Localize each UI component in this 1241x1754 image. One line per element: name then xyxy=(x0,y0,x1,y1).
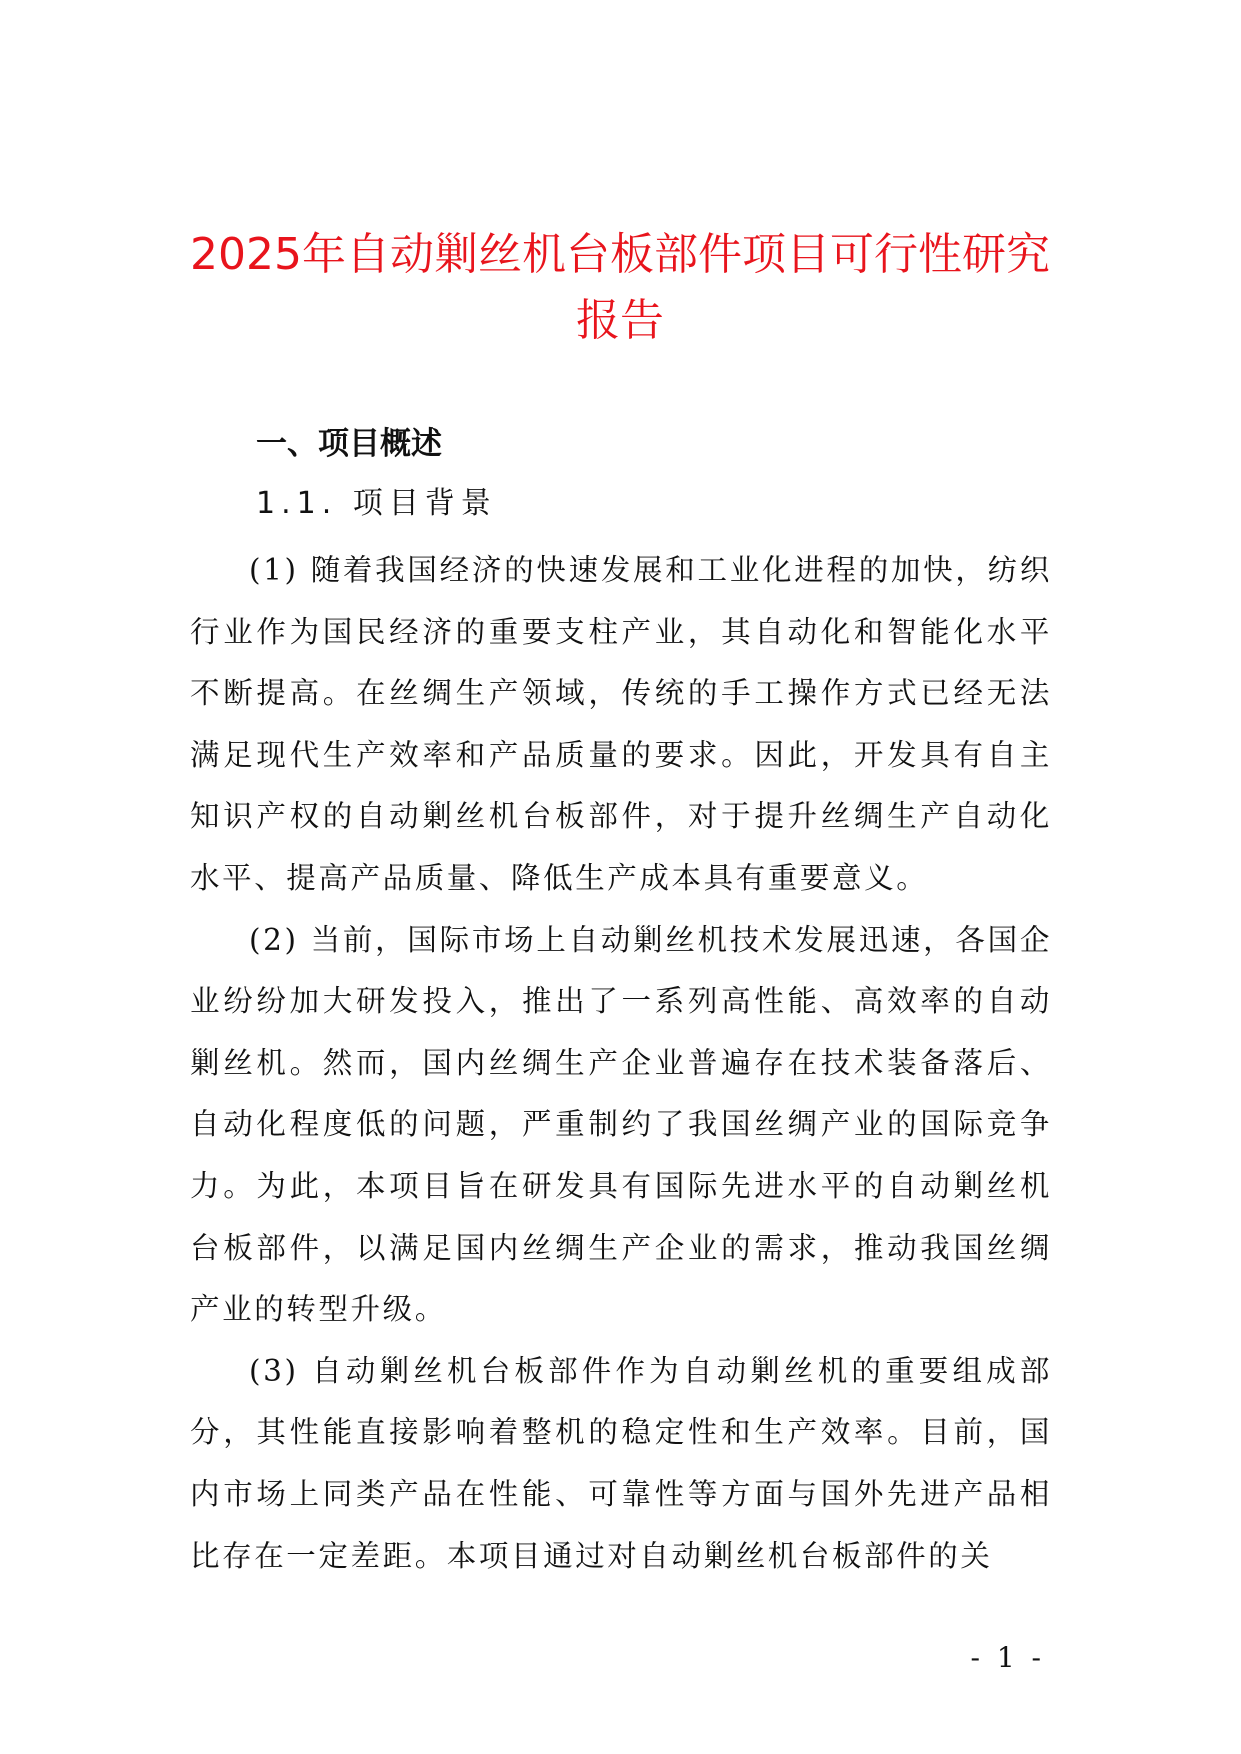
body-text xyxy=(190,540,1052,1587)
paragraph-2: (2) 当前，国际市场上自动剿丝机技术发展迅速，各国企业纷纷加大研发投入，推出了一系列高性能、高效率的自动剿丝机。然而，国内丝绸生产企业普遍存在技术装备落后、自动化程度低的问题，严重制约了我国丝绸产业的国际竞争力。为此，本项目旨在研发具有国际先进水平的自动剿丝机台板部件，以满足国内丝绸生产企业的需求，推动我国丝绸产业的转型升级。 xyxy=(190,922,1052,1327)
paragraph-3: (3) 自动剿丝机台板部件作为自动剿丝机的重要组成部分，其性能直接影响着整机的稳定性和生产效率。目前，国内市场上同类产品在性能、可靠性等方面与国外先进产品相比存在一定差距。本项目通过对自动剿丝机台板部件的关 xyxy=(190,1353,1052,1573)
paragraph-1: (1) 随着我国经济的快速发展和工业化进程的加快，纺织行业作为国民经济的重要支柱产业，其自动化和智能化水平不断提高。在丝绸生产领域，传统的手工操作方式已经无法满足现代生产效率和产品质量的要求。因此，开发具有自主知识产权的自动剿丝机台板部件，对于提升丝绸生产自动化水平、提高产品质量、降低生产成本具有重要意义。 xyxy=(190,553,1052,895)
page-number: - 1 - xyxy=(970,1641,1045,1674)
document-title: 2025年自动剿丝机台板部件项目可行性研究报告 xyxy=(190,229,1050,346)
section-heading: 一、项目概述 xyxy=(256,426,442,462)
subsection-heading: 1.1. 项目背景 xyxy=(256,486,497,521)
